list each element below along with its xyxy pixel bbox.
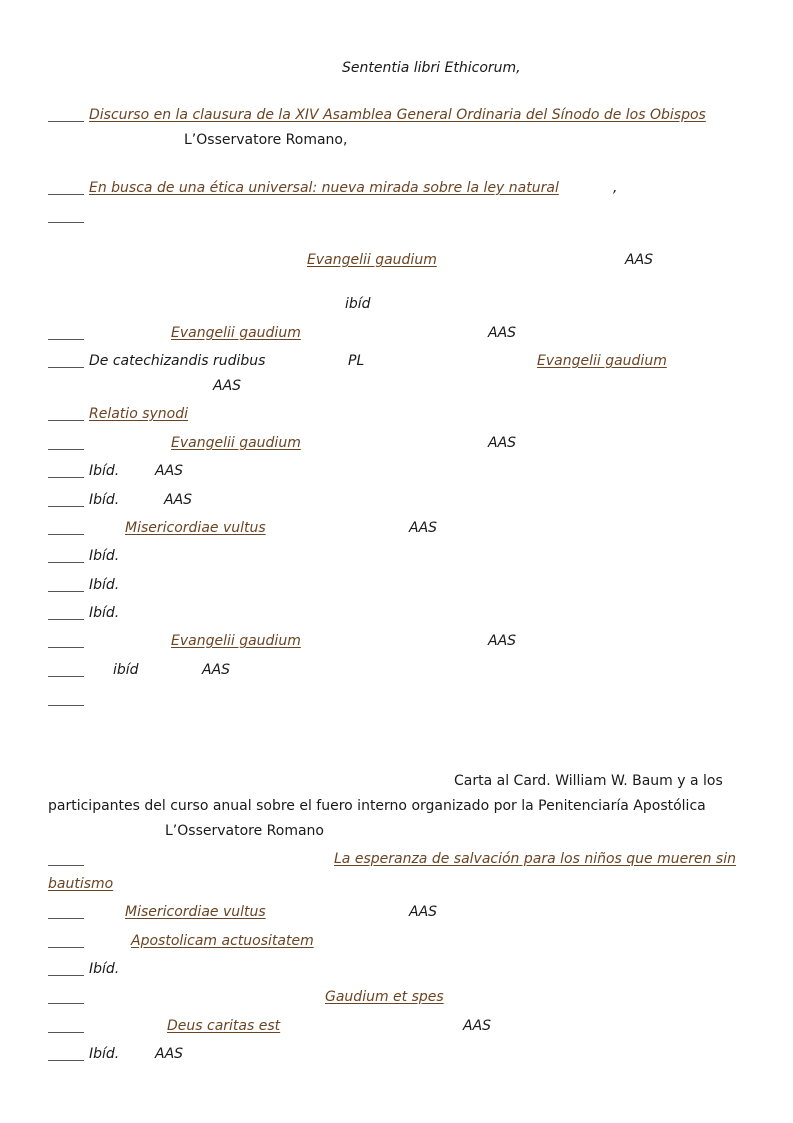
footnote-rule <box>48 619 84 620</box>
footnote-rule <box>48 534 84 535</box>
note-text: De catechizandis rudibus <box>89 353 266 369</box>
note-text: L’Osservatore Romano <box>165 823 324 839</box>
note-text: AAS <box>488 435 517 451</box>
note-text: AAS <box>625 252 654 268</box>
note-link[interactable]: Discurso en la clausura de la XIV Asamblea General Ordinaria del Sínodo de los Obispos <box>89 107 706 123</box>
footnote-rule <box>48 339 84 340</box>
note-text: Ibíd. <box>89 961 120 977</box>
note-text: Ibíd. <box>89 463 120 479</box>
footnote-rule <box>48 562 84 563</box>
note-text: AAS <box>409 904 438 920</box>
note-text: , <box>613 180 618 196</box>
note-text: ibíd <box>345 296 371 312</box>
note-link[interactable]: Evangelii gaudium <box>171 325 301 341</box>
footnote-rule <box>48 194 84 195</box>
footnote-rule <box>48 449 84 450</box>
footnote-rule <box>48 477 84 478</box>
footnote-rule <box>48 647 84 648</box>
note-link[interactable]: Evangelii gaudium <box>171 435 301 451</box>
note-text: Sententia libri Ethicorum, <box>342 60 521 76</box>
footnote-rule <box>48 420 84 421</box>
note-link[interactable]: Apostolicam actuositatem <box>131 933 314 949</box>
note-link[interactable]: Misericordiae vultus <box>125 520 266 536</box>
note-text: AAS <box>155 463 184 479</box>
note-text: AAS <box>488 325 517 341</box>
note-link[interactable]: Evangelii gaudium <box>307 252 437 268</box>
note-text: PL <box>348 353 365 369</box>
note-text: Ibíd. <box>89 548 120 564</box>
footnote-rule <box>48 918 84 919</box>
footnote-rule <box>48 121 84 122</box>
footnote-rule <box>48 591 84 592</box>
footnote-rule <box>48 222 84 223</box>
note-link[interactable]: Evangelii gaudium <box>537 353 667 369</box>
note-link[interactable]: Misericordiae vultus <box>125 904 266 920</box>
footnote-rule <box>48 865 84 866</box>
note-text: AAS <box>164 492 193 508</box>
footnote-rule <box>48 367 84 368</box>
footnote-rule <box>48 1060 84 1061</box>
note-link[interactable]: Evangelii gaudium <box>171 633 301 649</box>
note-text: AAS <box>463 1018 492 1034</box>
note-text: Ibíd. <box>89 1046 120 1062</box>
footnote-rule <box>48 676 84 677</box>
note-text: Ibíd. <box>89 577 120 593</box>
note-text: L’Osservatore Romano, <box>184 132 348 148</box>
footnote-rule <box>48 947 84 948</box>
note-link[interactable]: bautismo <box>48 876 114 892</box>
note-text: participantes del curso anual sobre el fuero interno organizado por la Penitenciaría Apostólica <box>48 798 706 814</box>
note-text: AAS <box>488 633 517 649</box>
note-link[interactable]: Relatio synodi <box>89 406 188 422</box>
note-text: Carta al Card. William W. Baum y a los <box>454 773 723 789</box>
note-text: AAS <box>409 520 438 536</box>
note-text: AAS <box>155 1046 184 1062</box>
footnote-rule <box>48 1003 84 1004</box>
note-text: Ibíd. <box>89 605 120 621</box>
note-link[interactable]: En busca de una ética universal: nueva mirada sobre la ley natural <box>89 180 559 196</box>
note-link[interactable]: Gaudium et spes <box>325 989 444 1005</box>
note-text: AAS <box>202 662 231 678</box>
footnote-rule <box>48 1032 84 1033</box>
note-text: ibíd <box>113 662 139 678</box>
footnote-rule <box>48 975 84 976</box>
note-text: AAS <box>213 378 242 394</box>
footnote-rule <box>48 705 84 706</box>
note-link[interactable]: La esperanza de salvación para los niños que mueren sin <box>334 851 736 867</box>
note-text: Ibíd. <box>89 492 120 508</box>
footnote-rule <box>48 506 84 507</box>
note-link[interactable]: Deus caritas est <box>167 1018 281 1034</box>
